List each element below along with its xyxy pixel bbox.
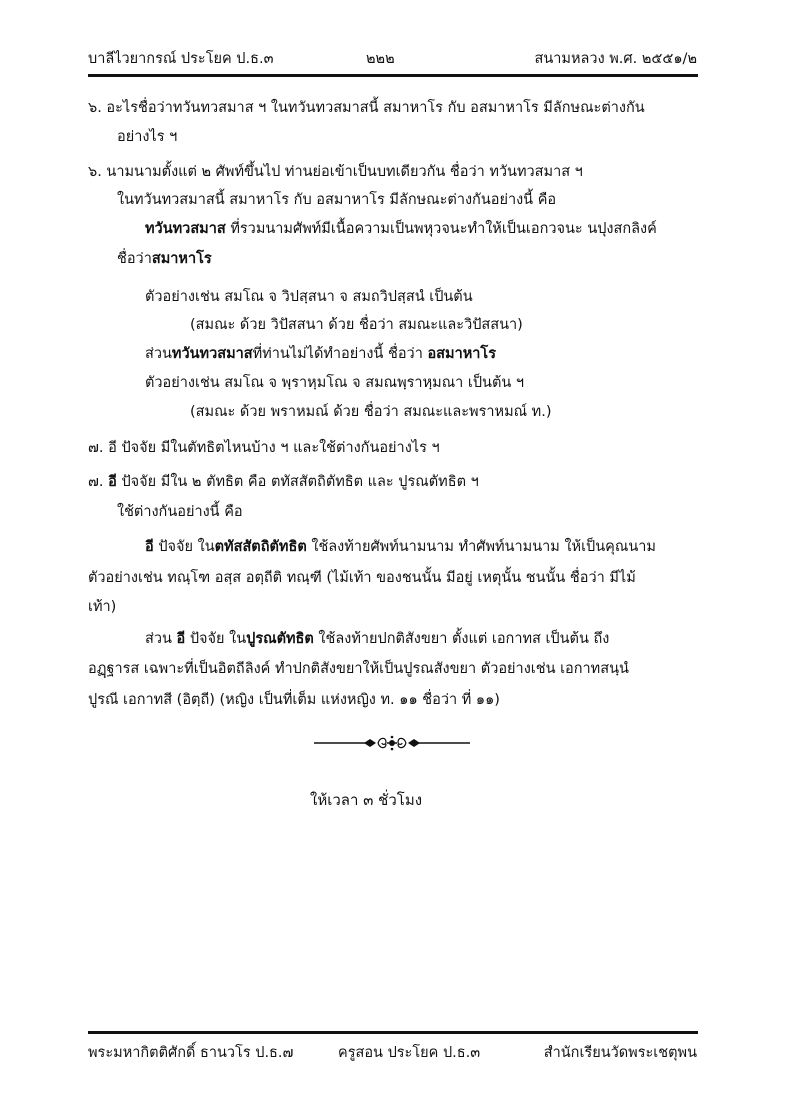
answer-6-paragraph1-text: ที่รวมนามศัพท์มีเนื้อความเป็นพหุวจนะทำให้เป็นเอกวจนะ นปุงสกลิงค์: [225, 221, 657, 237]
answer-7-paragraph1-mid: ปัจจัย ใน: [153, 539, 215, 555]
answer-7-line2: ใช้ต่างกันอย่างนี้ คือ: [117, 504, 243, 520]
answer-6-paragraph2-text: ที่ท่านไม่ได้ทำอย่างนี้ ชื่อว่า: [252, 346, 428, 362]
term-samahara: สมาหาโร: [151, 251, 212, 267]
answer-7-paragraph2-line2: อฏฺฐารส เฉพาะที่เป็นอิตถีลิงค์ ทำปกติสังขยาให้เป็นปูรณสังขยา ตัวอย่างเช่น เอกาทสนฺนํ: [88, 661, 629, 677]
footer-rule: [88, 1031, 698, 1034]
question-6-line2: อย่างไร ฯ: [117, 129, 178, 145]
footer-left: พระมหากิตติศักดิ์ ธานวโร ป.ธ.๗: [88, 1045, 294, 1061]
answer-7-number: ๗.: [88, 474, 109, 490]
answer-6-paragraph2: [145, 347, 496, 362]
header-rule: [88, 74, 698, 77]
header-page-number: ๒๒๒: [366, 51, 395, 67]
term-tadassatthi: ตทัสสัตถิตัทธิต: [214, 539, 307, 555]
term-i-suffix: อี: [108, 474, 117, 490]
answer-7-paragraph1-line2: ตัวอย่างเช่น ทณฺโฑ อสฺส อตฺถีติ ทณฺฑี (ไม้เท้า ของชนนั้น มีอยู่ เหตุนั้น ชนนั้น ชื่อว่า มีไม้: [88, 570, 636, 586]
term-i-suffix-2: อี: [145, 539, 154, 555]
header-left: บาลีไวยากรณ์ ประโยค ป.ธ.๓: [88, 51, 274, 67]
answer-7-line1: [88, 475, 479, 490]
footer-right: สำนักเรียนวัดพระเชตุพน: [543, 1045, 697, 1061]
answer-7-paragraph2-prefix: ส่วน: [145, 631, 177, 647]
term-dvandva: ทวันทวสมาส: [145, 221, 226, 237]
decorative-scroll-ornament-icon: [312, 733, 472, 753]
answer-6-line1: ๖. นามนามตั้งแต่ ๒ ศัพท์ขึ้นไป ท่านย่อเข้าเป็นบทเดียวกัน ชื่อว่า ทวันทวสมาส ฯ: [88, 164, 583, 180]
answer-7-paragraph1-line3: เท้า): [88, 599, 117, 615]
answer-7-paragraph1-text: ใช้ลงท้ายศัพท์นามนาม ทำศัพท์นามนาม ให้เป็นคุณนาม: [306, 539, 656, 555]
footer-center: ครูสอน ประโยค ป.ธ.๓: [338, 1045, 481, 1061]
answer-6-example1: ตัวอย่างเช่น สมโณ จ วิปสฺสนา จ สมถวิปสฺสนํ เป็นต้น: [145, 289, 473, 305]
term-dvandva-2: ทวันทวสมาส: [171, 346, 253, 362]
header-right: สนามหลวง พ.ศ. ๒๕๕๑/๒: [534, 51, 697, 67]
answer-7-paragraph1: [145, 540, 656, 555]
answer-6-paragraph1-cont: [117, 252, 212, 267]
answer-7-paragraph2: [145, 632, 609, 647]
answer-7-line1-text: ปัจจัย มีใน ๒ ตัทธิต คือ ตทัสสัตถิตัทธิต และ ปูรณตัทธิต ฯ: [116, 474, 479, 490]
question-6-line1: ๖. อะไรชื่อว่าทวันทวสมาส ฯ ในทวันทวสมาสนี้ สมาหาโร กับ อสมาหาโร มีลักษณะต่างกัน: [88, 100, 645, 116]
term-asamahara: อสมาหาโร: [427, 346, 496, 362]
question-7: ๗. อี ปัจจัย มีในตัทธิตไหนบ้าง ฯ และใช้ต่างกันอย่างไร ฯ: [88, 440, 440, 456]
answer-6-paragraph1: [145, 222, 657, 237]
answer-6-paragraph1-cont-prefix: ชื่อว่า: [117, 251, 152, 267]
answer-6-example1-translation: (สมณะ ด้วย วิปัสสนา ด้วย ชื่อว่า สมณะและวิปัสสนา): [190, 317, 523, 333]
answer-7-paragraph2-mid: ปัจจัย ใน: [185, 631, 247, 647]
answer-6-example2-translation: (สมณะ ด้วย พราหมณ์ ด้วย ชื่อว่า สมณะและพราหมณ์ ท.): [190, 404, 552, 420]
time-allowed-note: ให้เวลา ๓ ชั่วโมง: [310, 791, 423, 809]
term-purana: ปูรณตัทธิต: [246, 631, 314, 647]
answer-6-line2: ในทวันทวสมาสนี้ สมาหาโร กับ อสมาหาโร มีลักษณะต่างกันอย่างนี้ คือ: [117, 192, 557, 208]
term-i-suffix-3: อี: [176, 631, 186, 647]
answer-7-paragraph2-text: ใช้ลงท้ายปกติสังขยา ตั้งแต่ เอกาทส เป็นต้น ถึง: [313, 631, 610, 647]
answer-6-example2: ตัวอย่างเช่น สมโณ จ พฺราหฺมโณ จ สมณพฺราหฺมณา เป็นต้น ฯ: [145, 375, 525, 391]
answer-7-paragraph2-line3: ปูรณี เอกาทสี (อิตฺถี) (หญิง เป็นที่เต็ม แห่งหญิง ท. ๑๑ ชื่อว่า ที่ ๑๑): [88, 692, 500, 708]
answer-6-paragraph2-prefix: ส่วน: [145, 346, 172, 362]
